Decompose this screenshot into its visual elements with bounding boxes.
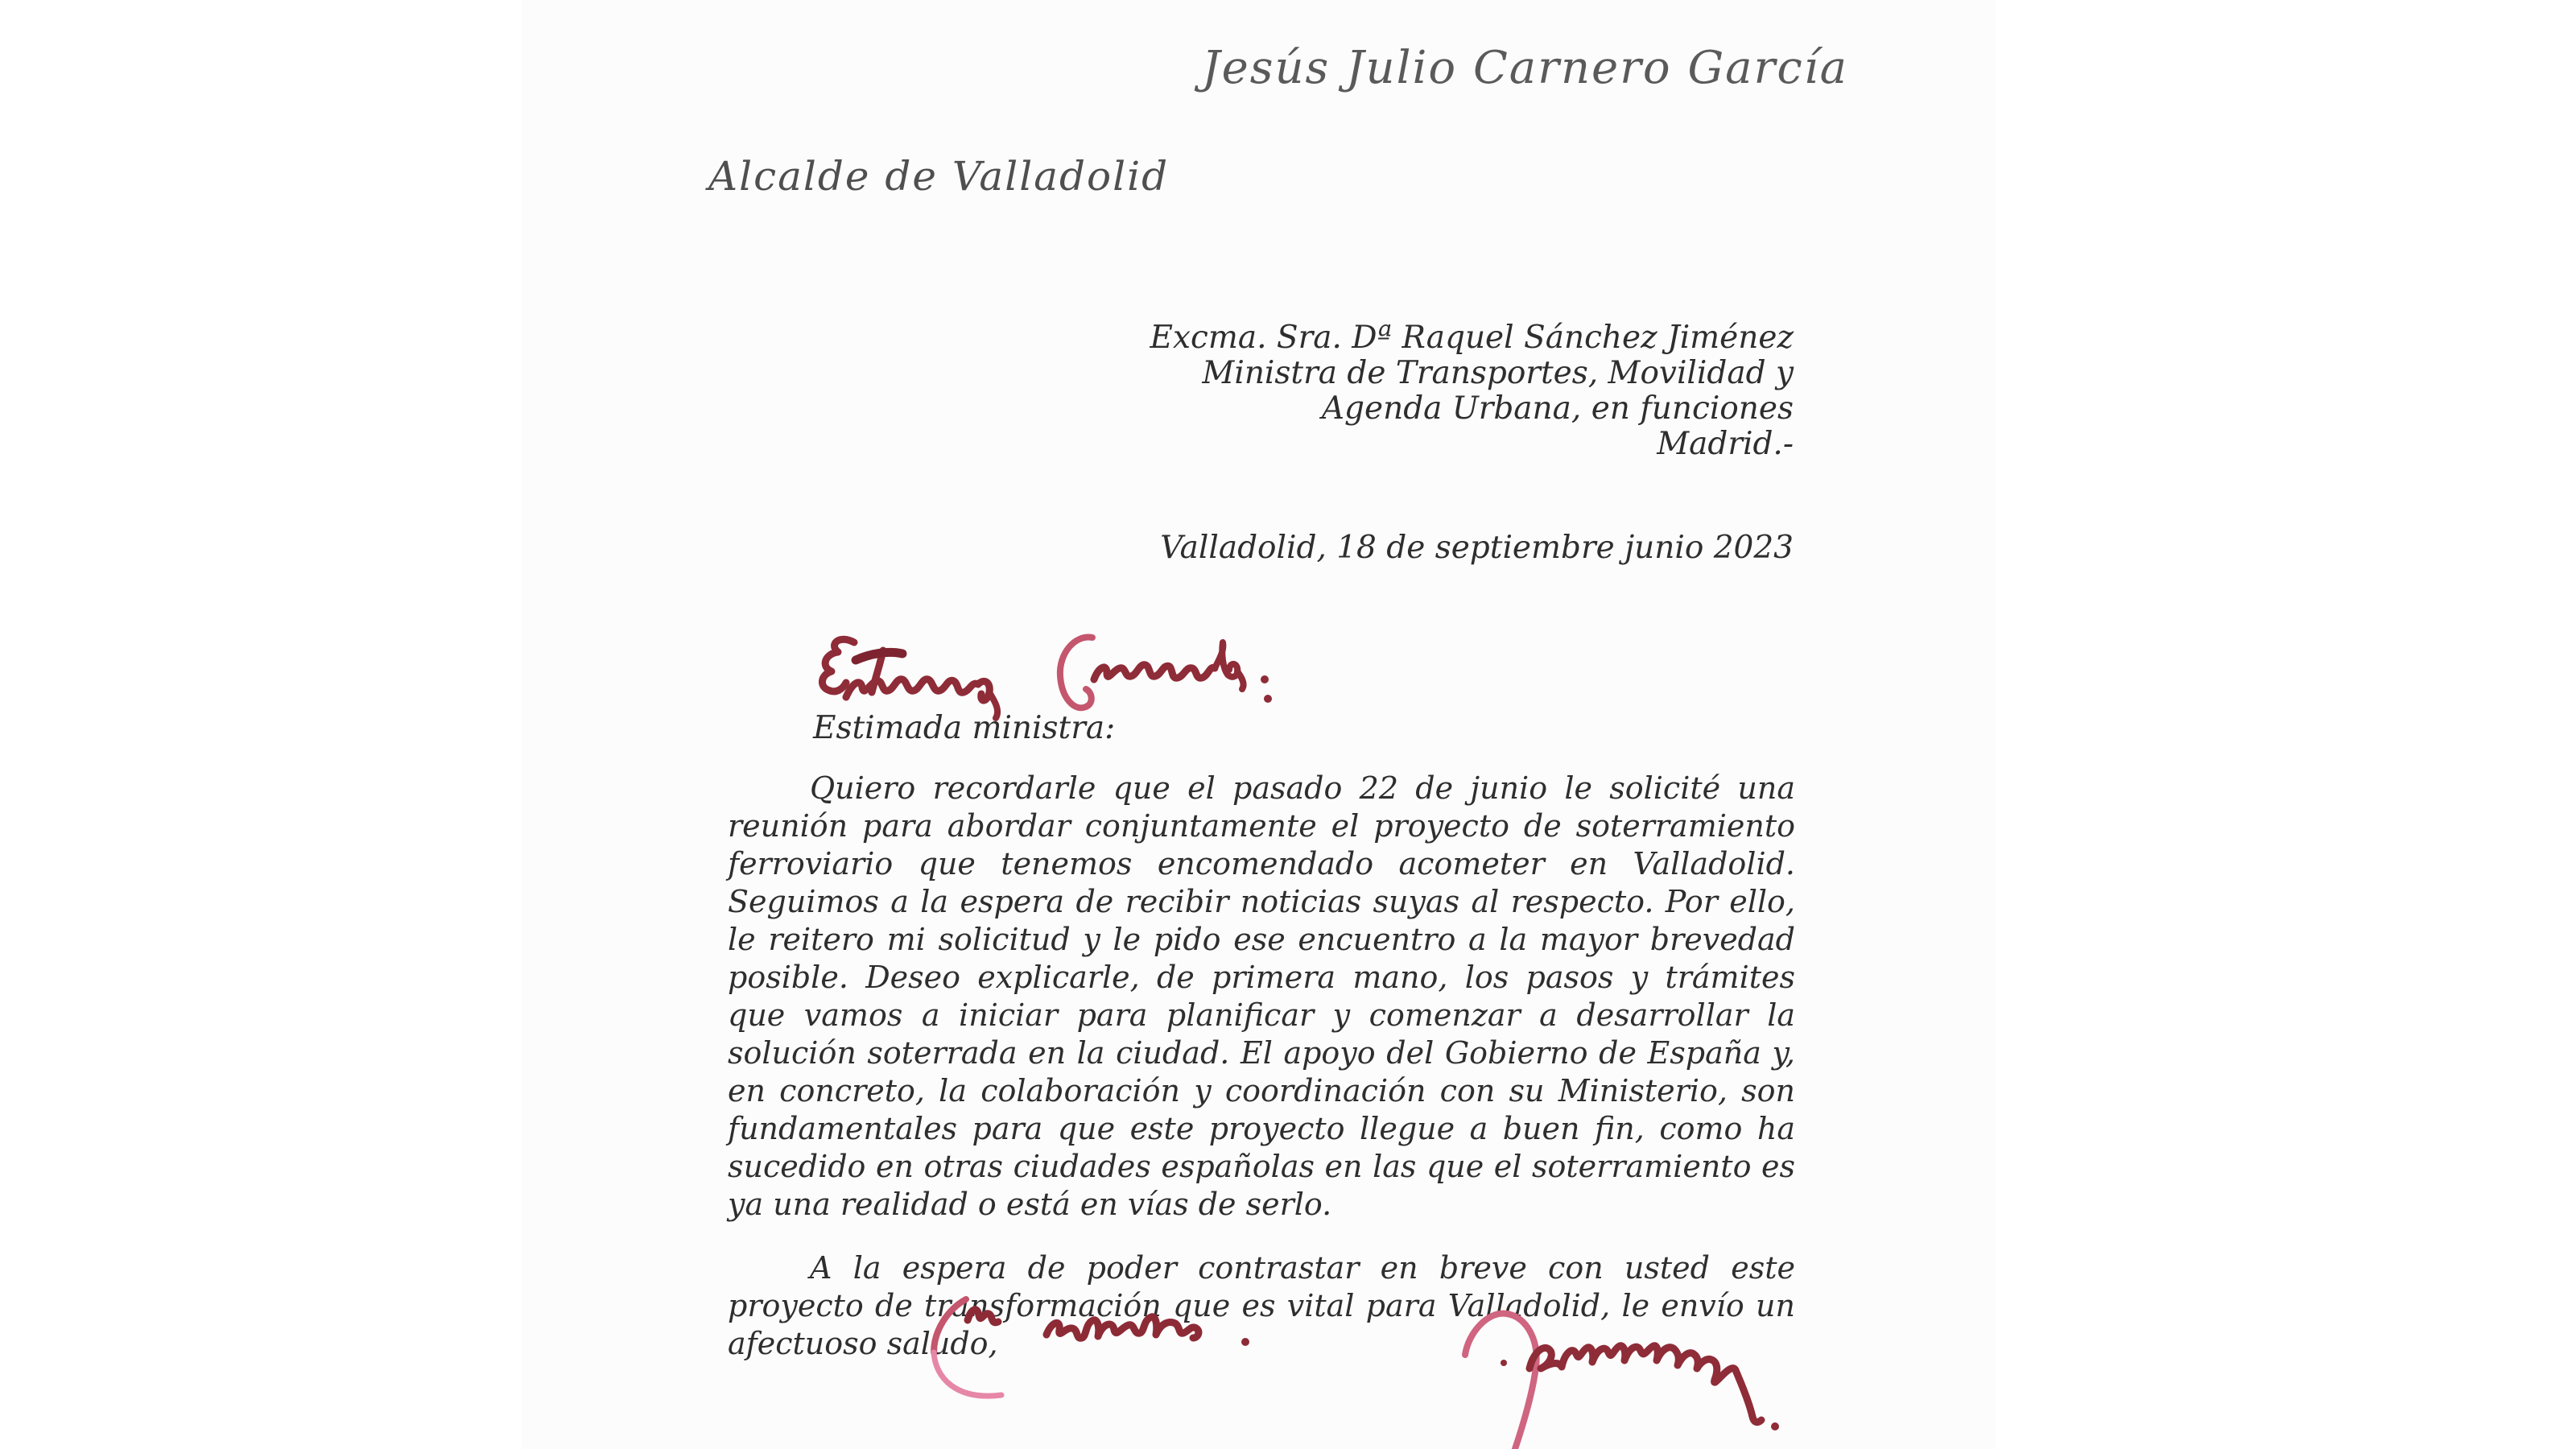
recipient-line: Ministra de Transportes, Movilidad y — [1202, 355, 1794, 391]
handwritten-salutation-ink — [809, 630, 1292, 722]
signature-ink — [1449, 1304, 1835, 1449]
letter-body — [728, 770, 1795, 1363]
letterhead-name: Jesús Julio Carnero García — [1202, 42, 1848, 94]
handwritten-closing-ink — [910, 1288, 1288, 1449]
recipient-line: Agenda Urbana, en funciones — [1321, 390, 1794, 427]
handwriting-svg — [809, 630, 1292, 722]
recipient-line: Excma. Sra. Dª Raquel Sánchez Jiménez — [1150, 320, 1794, 356]
recipient-line: Madrid.- — [1657, 426, 1794, 462]
dateline: Valladolid, 18 de septiembre junio 2023 — [1160, 530, 1794, 566]
body-paragraph: A la espera de poder contrastar en breve con usted este proyecto de transformación que es vital para Valladolid, le envío un afectuoso saludo, — [728, 1250, 1795, 1361]
body-paragraph: Quiero recordarle que el pasado 22 de junio le solicité una reunión para abordar conjuntamente el proyecto de soterramiento ferroviario que tenemos encomendado acometer en Valladolid. Seguimos a la espera de recibir noticias suyas al respecto. Por ello, le reitero mi solicitud y le pido ese encuentro a la mayor brevedad posible. Deseo explicarle, de primera mano, los pasos y trámites que vamos a iniciar para planificar y comenzar a desarrollar la solución soterrada en la ciudad. El apoyo del Gobierno de España y, en concreto, la colaboración y coordinación con su Ministerio, son fundamentales para que este proyecto llegue a buen fin, como ha sucedido en otras ciudades españolas en las que el soterramiento es ya una realidad o está en vías de serlo. — [728, 770, 1795, 1222]
signature-svg — [1449, 1304, 1835, 1449]
recipient-block — [1150, 320, 1794, 462]
letterhead-title: Alcalde de Valladolid — [708, 153, 1170, 200]
salutation: Estimada ministra: — [813, 710, 1116, 746]
handwriting-svg — [910, 1288, 1288, 1449]
